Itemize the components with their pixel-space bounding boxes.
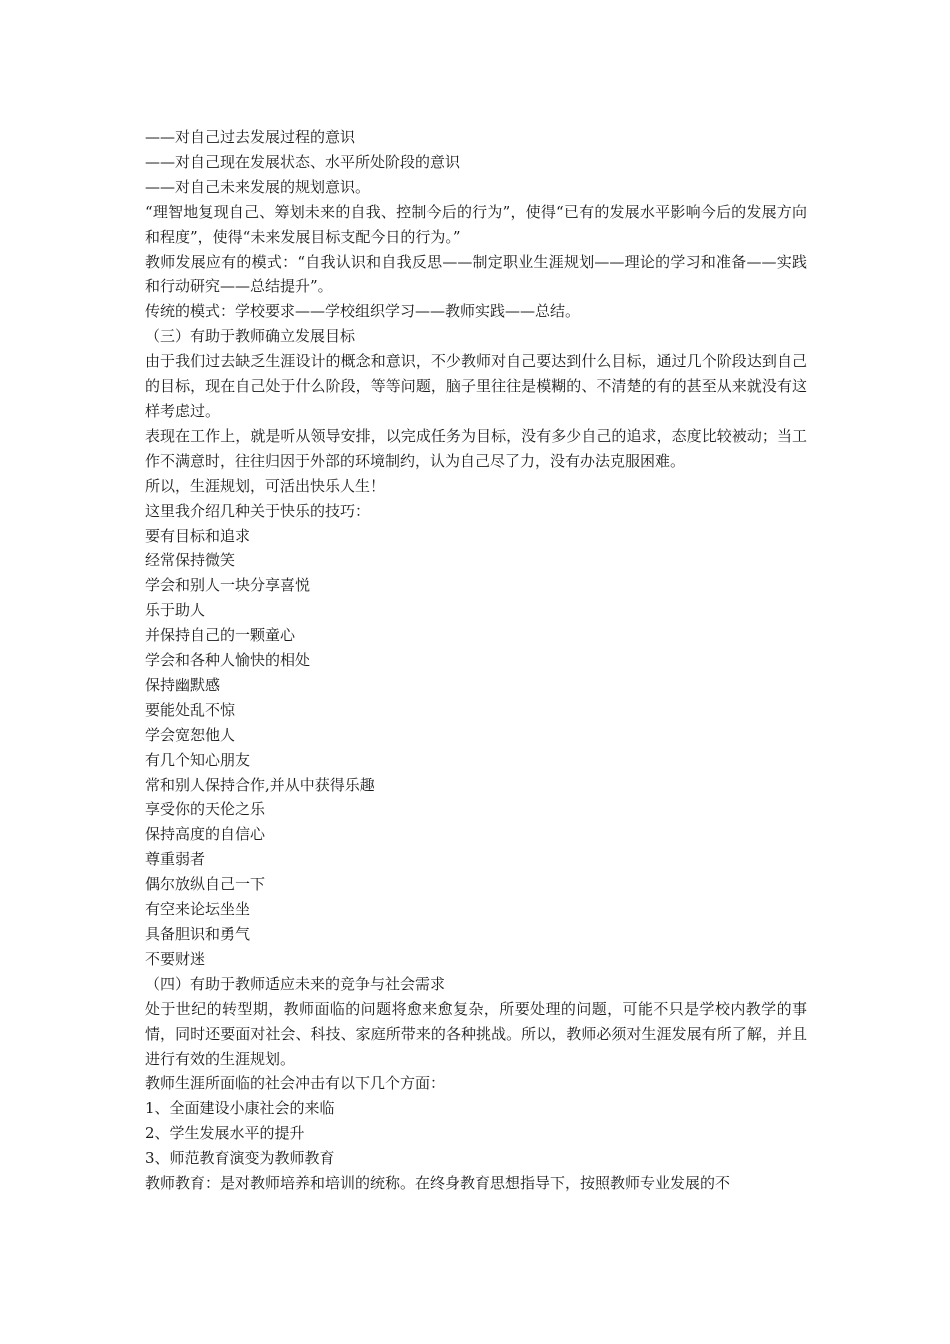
paragraph: “理智地复现自己、筹划未来的自我、控制今后的行为”，使得“已有的发展水平影响今后的发展方向和程度”，使得“未来发展目标支配今日的行为。”	[145, 202, 807, 246]
list-item: 有空来论坛坐坐	[145, 900, 251, 919]
list-item: 享受你的天伦之乐	[145, 800, 266, 819]
paragraph: 教师发展应有的模式：“自我认识和自我反思——制定职业生涯规划——理论的学习和准备——实践和行动研究——总结提升”。	[145, 252, 807, 296]
paragraph: ——对自己未来发展的规划意识。	[145, 177, 371, 196]
section-heading: （四）有助于教师适应未来的竞争与社会需求	[145, 974, 446, 993]
list-item: 不要财迷	[145, 949, 206, 968]
paragraph: 这里我介绍几种关于快乐的技巧：	[145, 501, 371, 520]
list-item: 尊重弱者	[145, 850, 206, 869]
list-item: 乐于助人	[145, 601, 206, 620]
list-item: 1、全面建设小康社会的来临	[145, 1099, 335, 1118]
paragraph: 由于我们过去缺乏生涯设计的概念和意识，不少教师对自己要达到什么目标，通过几个阶段达到自己的目标，现在自己处于什么阶段，等等问题，脑子里往往是模糊的、不清楚的有的甚至从来就没有这样考虑过。	[145, 352, 807, 420]
list-item: 经常保持微笑	[145, 551, 236, 570]
list-item: 并保持自己的一颗童心	[145, 626, 296, 645]
list-item: 学会和各种人愉快的相处	[145, 651, 311, 670]
paragraph: 教师教育：是对教师培养和培训的统称。在终身教育思想指导下，按照教师专业发展的不	[145, 1174, 731, 1193]
list-item: 2、学生发展水平的提升	[145, 1124, 305, 1143]
list-item: 偶尔放纵自己一下	[145, 875, 266, 894]
list-item: 有几个知心朋友	[145, 750, 251, 769]
list-item: 保持幽默感	[145, 675, 221, 694]
list-item: 要能处乱不惊	[145, 700, 236, 719]
list-item: 学会和别人一块分享喜悦	[145, 576, 311, 595]
paragraph: 传统的模式：学校要求——学校组织学习——教师实践——总结。	[145, 302, 581, 321]
section-heading: （三）有助于教师确立发展目标	[145, 327, 356, 346]
list-item: 常和别人保持合作,并从中获得乐趣	[145, 775, 375, 794]
paragraph: 表现在工作上，就是听从领导安排，以完成任务为目标，没有多少自己的追求，态度比较被动；当工作不满意时，往往归因于外部的环境制约，认为自己尽了力，没有办法克服困难。	[145, 426, 807, 470]
paragraph: ——对自己现在发展状态、水平所处阶段的意识	[145, 152, 461, 171]
list-item: 要有目标和追求	[145, 526, 251, 545]
paragraph: 所以，生涯规划，可活出快乐人生！	[145, 476, 386, 495]
list-item: 3、师范教育演变为教师教育	[145, 1149, 335, 1168]
paragraph: ——对自己过去发展过程的意识	[145, 128, 356, 146]
list-item: 学会宽恕他人	[145, 725, 236, 744]
document-body	[145, 125, 807, 1196]
list-item: 具备胆识和勇气	[145, 925, 251, 943]
paragraph: 教师生涯所面临的社会冲击有以下几个方面：	[145, 1074, 446, 1093]
list-item: 保持高度的自信心	[145, 825, 266, 844]
paragraph: 处于世纪的转型期，教师面临的问题将愈来愈复杂，所要处理的问题，可能不只是学校内教学的事情，同时还要面对社会、科技、家庭所带来的各种挑战。所以，教师必须对生涯发展有所了解，并且进行有效的生涯规划。	[145, 999, 807, 1068]
